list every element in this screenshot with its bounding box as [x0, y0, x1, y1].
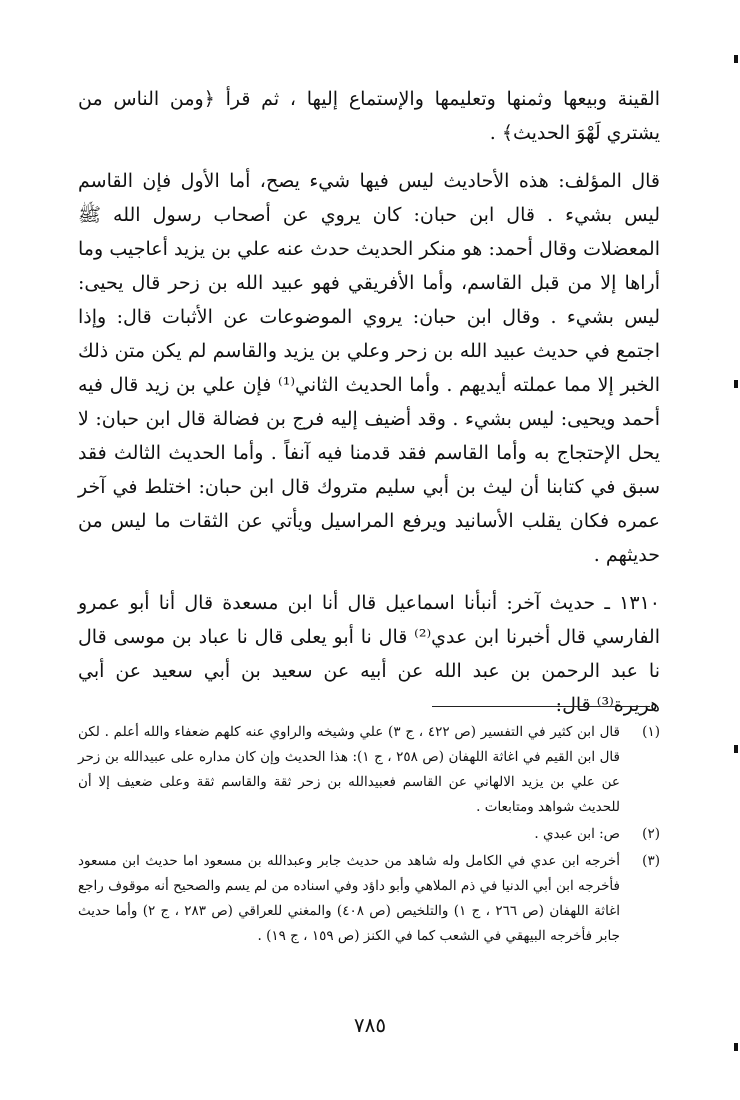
scan-edge-mark	[734, 55, 738, 63]
footnote-3	[78, 849, 660, 949]
paragraph-2: قال المؤلف: هذه الأحاديث ليس فيها شيء يصح، أما الأول فإن القاسم ليس بشيء . قال ابن حبان: كان يروي عن أصحاب رسول الله ﷺ المعضلات وقال أحمد: هو منكر الحديث حدث عنه علي بن يزيد أعاجيب وما أراها إلا من قبل القاسم، وأما الأفريقي فهو عبيد الله بن زحر قال يحيى: ليس بشيء . وقال ابن حبان: يروي الموضوعات عن الأثبات قال: وإذا اجتمع في حديث عبيد الله بن زحر وعلي بن يزيد والقاسم لم يكن متن ذلك الخبر إلا مما عملته أيديهم . وأما الحديث الثاني⁽¹⁾ فإن علي بن زيد قال فيه أحمد ويحيى: ليس بشيء . وقد أضيف إليه فرج بن فضالة قال ابن حبان: لا يحل الإحتجاج به وأما القاسم فقد قدمنا فيه آنفاً . وأما الحديث الثالث فقد سبق في كتابنا أن ليث بن أبي سليم متروك قال ابن حبان: اختلط في آخر عمره فكان يقلب الأسانيد ويرفع المراسيل ويأتي عن الثقات ما ليس من حديثهم .	[78, 170, 660, 566]
footnote-number: (٢)	[642, 826, 660, 842]
main-text	[78, 82, 660, 722]
footnote-1	[78, 720, 660, 820]
footnote-divider	[432, 706, 650, 707]
page-number: ٧٨٥	[353, 1013, 387, 1037]
footnote-number: (٣)	[642, 853, 660, 869]
footnote-text: قال ابن كثير في التفسير (ص ٤٢٢ ، ج ٣) علي وشيخه والراوي عنه كلهم ضعفاء والله أعلم . لكن قال ابن القيم في اغاثة اللهفان (ص ٢٥٨ ، ج ١): هذا الحديث وإن كان مداره على عبيدالله بن زحر عن علي بن يزيد الالهاني عن القاسم فعبيدالله بن زحر ثقة والقاسم ثقة وعلى ضعيف إلا أن للحديث شواهد ومتابعات .	[78, 724, 620, 815]
paragraph-3: ١٣١٠ ـ حديث آخر: أنبأنا اسماعيل قال أنا ابن مسعدة قال أنا أبو عمرو الفارسي قال أخبرنا ابن عدي⁽²⁾ قال نا أبو يعلى قال نا عباد بن موسى قال نا عبد الرحمن بن عبد الله عن أبيه عن سعيد بن أبي سعيد عن أبي هريرة⁽³⁾ قال:	[78, 592, 660, 716]
footnote-text: أخرجه ابن عدي في الكامل وله شاهد من حديث جابر وعبدالله بن مسعود اما حديث ابن مسعود فأخرجه ابن أبي الدنيا في ذم الملاهي وأبو داؤد وفي اسناده من لم يسم والصحيح أنه موقوف راجع اغاثة اللهفان (ص ٢٦٦ ، ج ١) والتلخيص (ص ٤٠٨) والمغني للعراقي (ص ٢٨٣ ، ج ٢) وأما حديث جابر فأخرجه البيهقي في الشعب كما في الكنز (ص ١٥٩ ، ج ١٩) .	[78, 853, 620, 944]
paragraph-1: القينة وبيعها وثمنها وتعليمها والإستماع إليها ، ثم قرأ ﴿ومن الناس من يشتري لَهْوَ الحديث﴾ .	[78, 88, 660, 144]
scan-edge-mark	[734, 1043, 738, 1051]
scan-edge-mark	[734, 380, 738, 388]
footnotes	[78, 720, 660, 949]
footnote-2	[78, 822, 660, 847]
scan-edge-mark	[734, 745, 738, 753]
footnote-text: ص: ابن عبدي .	[534, 826, 620, 842]
footnote-number: (١)	[642, 724, 660, 740]
